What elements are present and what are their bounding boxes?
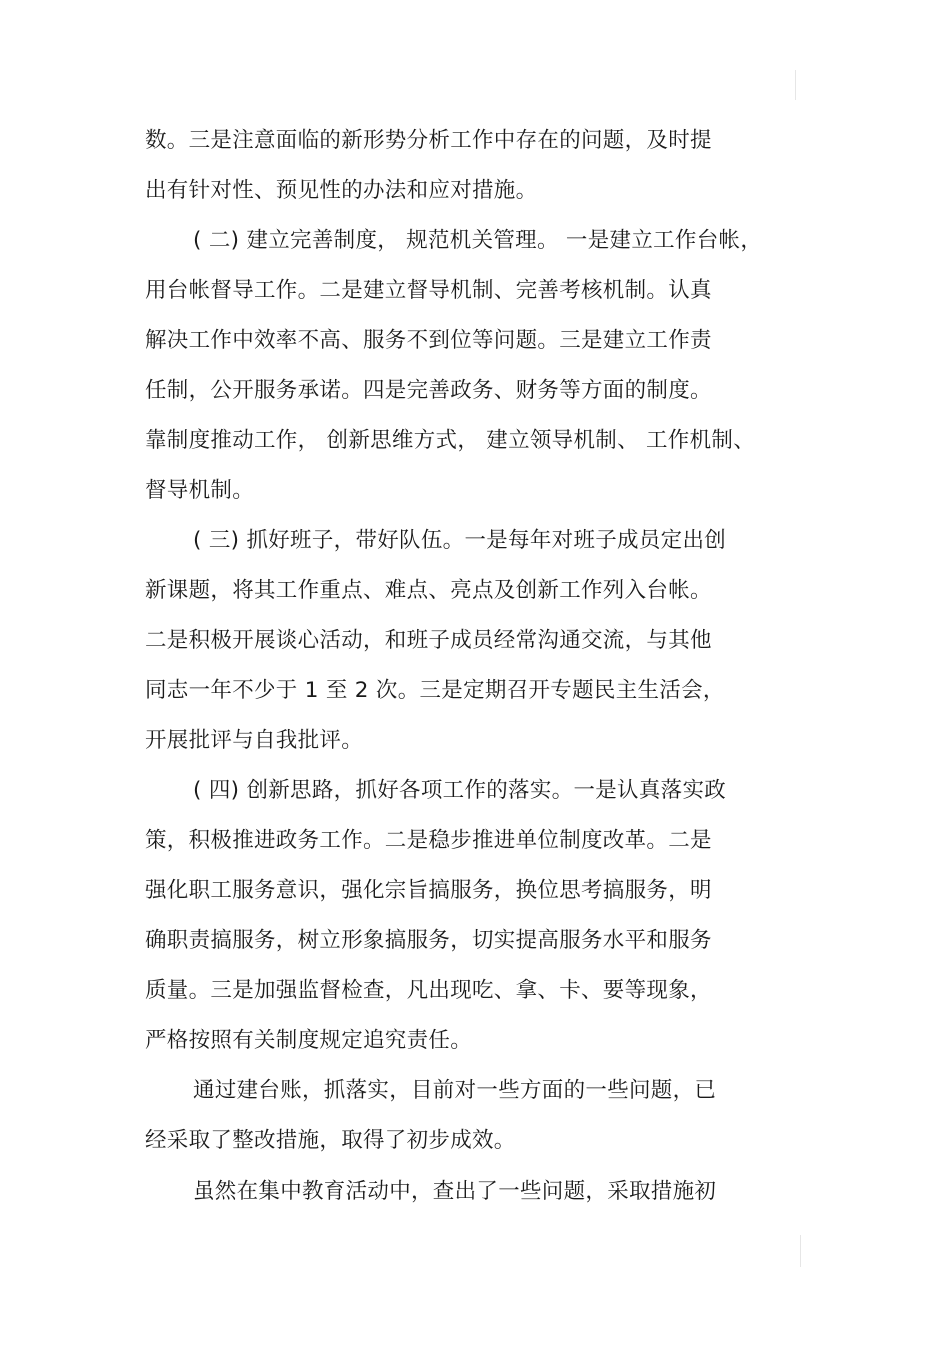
text-line: 数。三是注意面临的新形势分析工作中存在的问题，及时提 [145,128,712,153]
text-line: 靠制度推动工作， 创新思维方式， 建立领导机制、 工作机制、 [145,428,756,453]
text-line: 二是积极开展谈心活动，和班子成员经常沟通交流，与其他 [145,628,712,653]
paragraph-start-line: 虽然在集中教育活动中，查出了一些问题，采取措施初 [193,1179,717,1204]
text-line: 确职责搞服务，树立形象搞服务，切实提高服务水平和服务 [145,928,712,953]
text-line: 开展批评与自我批评。 [145,728,364,753]
text-line: 解决工作中效率不高、服务不到位等问题。三是建立工作责 [145,328,712,353]
text-line: 质量。三是加强监督检查，凡出现吃、拿、卡、要等现象， [145,978,712,1003]
page-corner-mark-top [795,70,796,100]
text-line: 强化职工服务意识，强化宗旨搞服务，换位思考搞服务，明 [145,878,712,903]
section-heading-line: ( 二) 建立完善制度， 规范机关管理。 一是建立工作台帐， [193,228,763,253]
text-line: 新课题，将其工作重点、难点、亮点及创新工作列入台帐。 [145,578,712,603]
text-line: 同志一年不少于 1 至 2 次。三是定期召开专题民主生活会， [145,678,725,703]
section-heading-line: ( 四) 创新思路，抓好各项工作的落实。一是认真落实政 [193,778,727,803]
paragraph-start-line: 通过建台账，抓落实，目前对一些方面的一些问题，已 [193,1078,717,1103]
text-line: 出有针对性、预见性的办法和应对措施。 [145,178,538,203]
page-corner-mark-bottom [800,1235,801,1267]
text-line: 用台帐督导工作。二是建立督导机制、完善考核机制。认真 [145,278,712,303]
text-line: 督导机制。 [145,478,255,503]
section-heading-line: ( 三) 抓好班子，带好队伍。一是每年对班子成员定出创 [193,528,727,553]
text-line: 严格按照有关制度规定追究责任。 [145,1028,473,1053]
text-line: 任制，公开服务承诺。四是完善政务、财务等方面的制度。 [145,378,712,403]
text-line: 经采取了整改措施，取得了初步成效。 [145,1128,516,1153]
text-line: 策，积极推进政务工作。二是稳步推进单位制度改革。二是 [145,828,712,853]
